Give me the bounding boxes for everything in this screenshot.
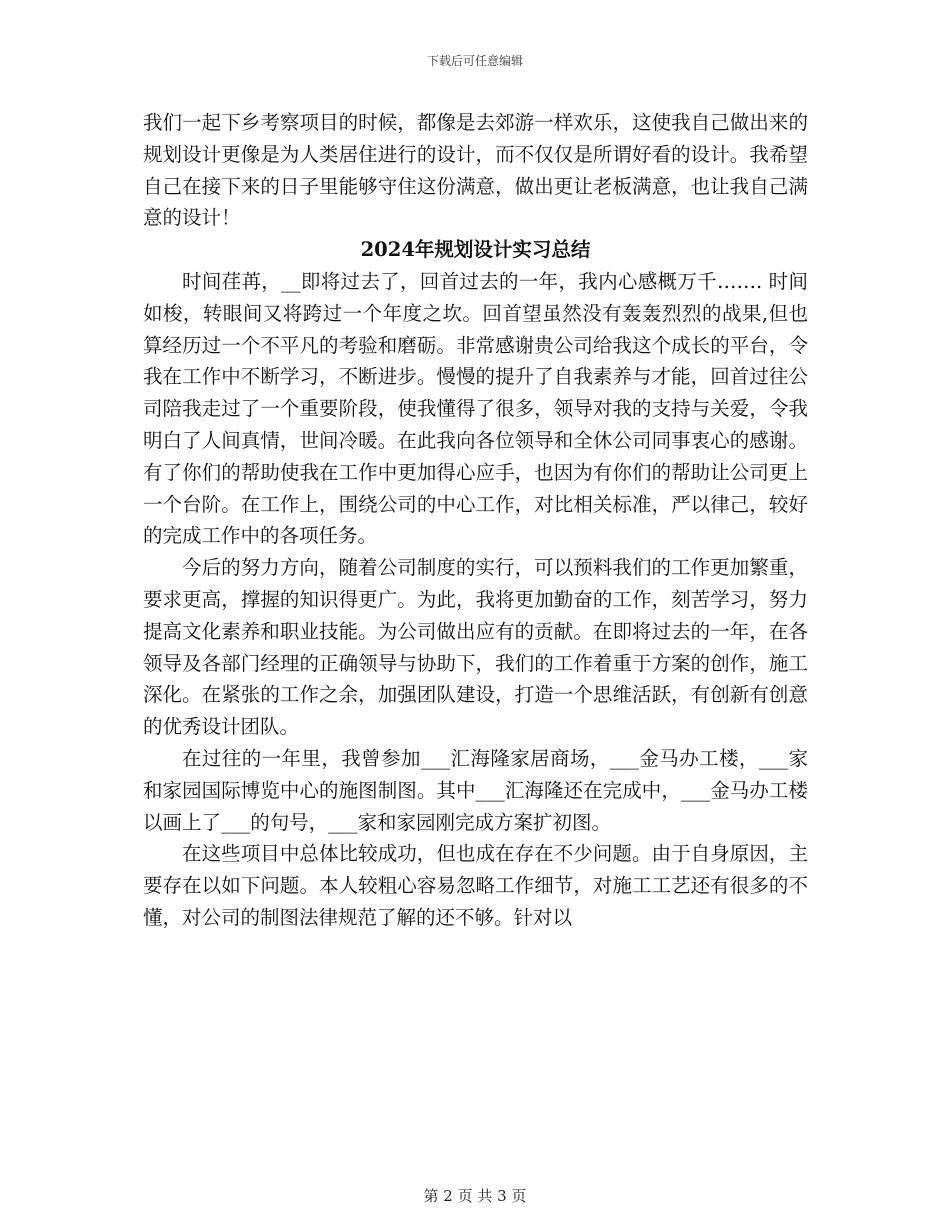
body-paragraph-3: 在过往的一年里，我曾参加___汇海隆家居商场，___金马办工楼，___家和家园国际博览中心的施图制图。其中___汇海隆还在完成中，___金马办工楼以画上了___的句号，___家和家园刚完成方案扩初图。: [143, 746, 808, 834]
body-paragraph-1: 时间荏苒，__即将过去了，回首过去的一年，我内心感概万千……. 时间如梭，转眼间又将跨过一个年度之坎。回首望虽然没有轰轰烈烈的战果,但也算经历过一个不平凡的考验和磨砺。非常感谢贵公司给我这个成长的平台，令我在工作中不断学习，不断进步。慢慢的提升了自我素养与才能，回首过往公司陪我走过了一个重要阶段，使我懂得了很多，领导对我的支持与关爱，令我明白了人间真情，世间冷暖。在此我向各位领导和全休公司同事衷心的感谢。有了你们的帮助使我在工作中更加得心应手，也因为有你们的帮助让公司更上一个台阶。在工作上，围绕公司的中心工作，对比相关标准，严以律己，较好的完成工作中的各项任务。: [143, 269, 808, 548]
page-header: 下载后可任意编辑: [426, 54, 523, 68]
body-paragraph-2: 今后的努力方向，随着公司制度的实行，可以预料我们的工作更加繁重，要求更高，撑握的知识得更广。为此，我将更加勤奋的工作，刻苦学习，努力提高文化素养和职业技能。为公司做出应有的贡献。在即将过去的一年，在各领导及各部门经理的正确领导与协助下，我们的工作着重于方案的创作，施工深化。在紧张的工作之余，加强团队建设，打造一个思维活跃，有创新有创意的优秀设计团队。: [143, 556, 808, 739]
document-body: [143, 107, 808, 934]
section-title: 2024年规划设计实习总结: [360, 238, 591, 262]
continuation-paragraph: 我们一起下乡考察项目的时候，都像是去郊游一样欢乐，这使我自己做出来的规划设计更像是为人类居住进行的设计，而不仅仅是所谓好看的设计。我希望自己在接下来的日子里能够守住这份满意，做出更让老板满意，也让我自己满意的设计！: [143, 111, 808, 230]
page-number: 第 2 页 共 3 页: [423, 1187, 527, 1205]
body-paragraph-4: 在这些项目中总体比较成功，但也成在存在不少问题。由于自身原因，主要存在以如下问题。本人较粗心容易忽略工作细节，对施工工艺还有很多的不懂，对公司的制图法律规范了解的还不够。针对以: [143, 842, 808, 929]
